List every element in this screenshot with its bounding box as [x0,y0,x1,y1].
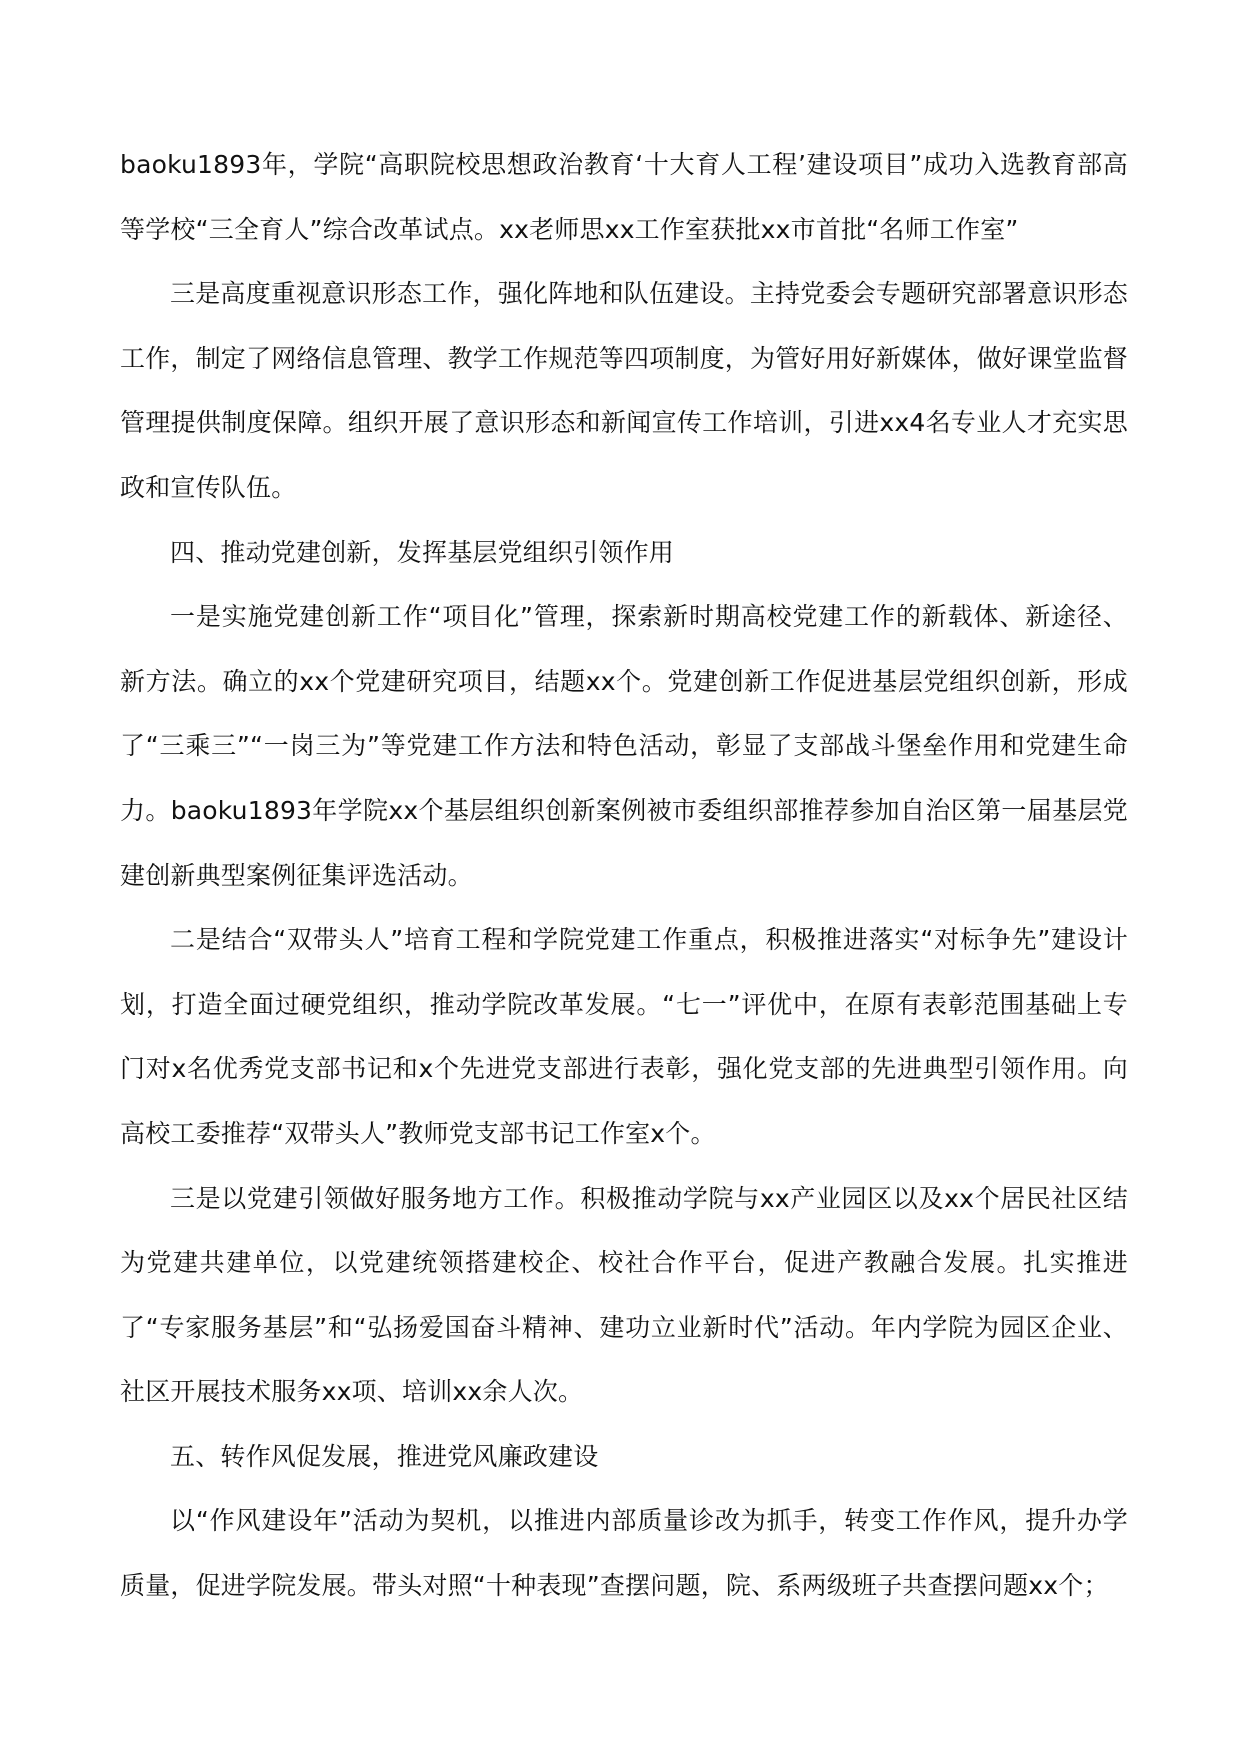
paragraph: 三是高度重视意识形态工作，强化阵地和队伍建设。主持党委会专题研究部署意识形态工作，制定了网络信息管理、教学工作规范等四项制度，为管好用好新媒体，做好课堂监督管理提供制度保障。组织开展了意识形态和新闻宣传工作培训，引进xx4名专业人才充实思政和宣传队伍。 [120,279,1129,502]
paragraph: baoku1893年，学院“高职院校思想政治教育‘十大育人工程’建设项目”成功入选教育部高等学校“三全育人”综合改革试点。xx老师思xx工作室获批xx市首批“名师工作室” [120,150,1128,244]
paragraph: 一是实施党建创新工作“项目化”管理，探索新时期高校党建工作的新载体、新途径、新方法。确立的xx个党建研究项目，结题xx个。党建创新工作促进基层党组织创新，形成了“三乘三”“一岗三为”等党建工作方法和特色活动，彰显了支部战斗堡垒作用和党建生命力。baoku1893年学院xx个基层组织创新案例被市委组织部推荐参加自治区第一届基层党建创新典型案例征集评选活动。 [120,602,1128,890]
paragraph: 三是以党建引领做好服务地方工作。积极推动学院与xx产业园区以及xx个居民社区结为党建共建单位，以党建统领搭建校企、校社合作平台，促进产教融合发展。扎实推进了“专家服务基层”和“弘扬爱国奋斗精神、建功立业新时代”活动。年内学院为园区企业、社区开展技术服务xx项、培训xx余人次。 [120,1183,1128,1407]
section-heading: 五、转作风促发展，推进党风廉政建设 [170,1441,599,1471]
section-heading: 四、推动党建创新，发挥基层党组织引领作用 [170,537,675,567]
paragraph: 以“作风建设年”活动为契机，以推进内部质量诊改为抓手，转变工作作风，提升办学质量，促进学院发展。带头对照“十种表现”查摆问题，院、系两级班子共查摆问题xx个； [120,1506,1128,1601]
paragraph: 二是结合“双带头人”培育工程和学院党建工作重点，积极推进落实“对标争先”建设计划，打造全面过硬党组织，推动学院改革发展。“七一”评优中，在原有表彰范围基础上专门对x名优秀党支部书记和x个先进党支部进行表彰，强化党支部的先进典型引领作用。向高校工委推荐“双带头人”教师党支部书记工作室x个。 [120,925,1128,1148]
document-body [120,133,1128,1619]
